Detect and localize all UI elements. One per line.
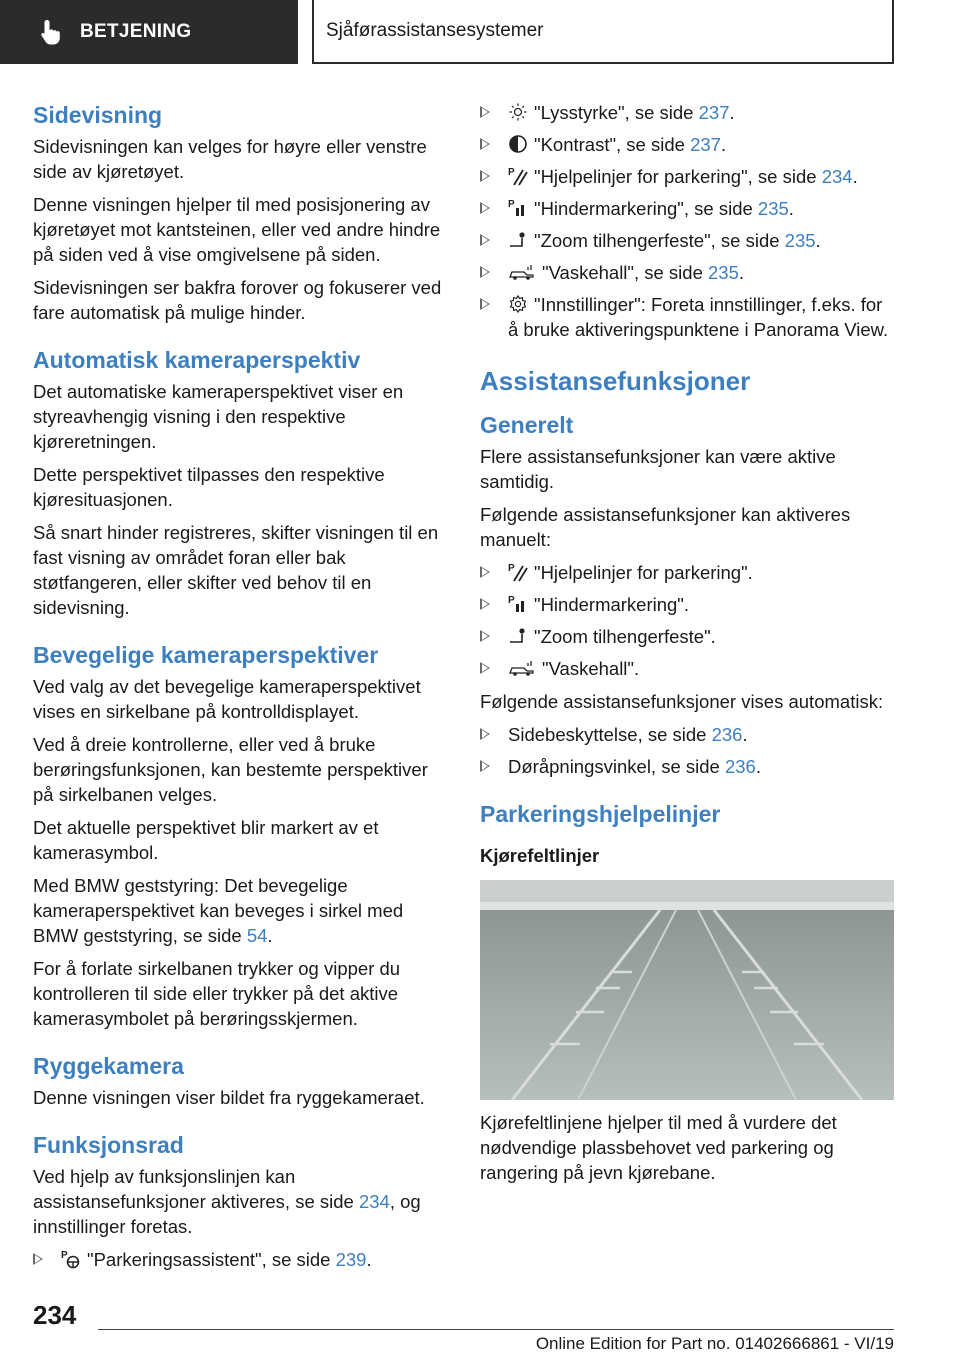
section-sidevisning [33,100,449,325]
section-bevegelige [33,640,449,1031]
page-link-237[interactable]: 237 [690,134,721,155]
left-column [33,100,449,1292]
section-tab-label: BETJENING [80,21,192,42]
chapter-title-text: Sjåførassistansesystemer [326,20,544,41]
bullet-triangle-icon [480,566,490,578]
heading-parkeringshjelpelinjer: Parkeringshjelpelinjer [480,801,721,827]
parking-lines-icon [508,562,528,582]
page-number: 234 [33,1300,77,1330]
bullet-triangle-icon [480,728,490,740]
list-item [480,100,896,125]
bullet-triangle-icon [33,1253,43,1265]
heading-automatisk: Automatisk kameraperspektiv [33,347,361,373]
section-funksjonsrad [33,1130,449,1272]
page-link-54[interactable]: 54 [246,925,268,946]
right-column [480,100,896,1193]
text: Ved hjelp av funksjonslinjen kan assistansefunksjoner aktiveres, se side [33,1166,359,1212]
list-item [480,260,896,285]
section-automatisk [33,345,449,620]
heading-ryggekamera: Ryggekamera [33,1053,184,1079]
text: . [720,134,727,155]
list-item [480,754,896,779]
bullet-triangle-icon [480,760,490,772]
list-item [480,196,896,221]
bullet-triangle-icon [480,662,490,674]
text: . [366,1249,372,1270]
footer-divider [98,1329,894,1330]
list-item [480,228,896,253]
text: . [852,166,858,187]
section-tab-betjening [0,0,298,64]
text: "Vaskehall". [542,658,640,679]
settings-gear-icon [508,294,528,314]
page-link-234[interactable]: 234 [358,1191,390,1212]
bullet-triangle-icon [480,234,490,246]
paragraph: Flere assistansefunksjoner kan være aktive samtidig. [480,446,836,492]
bullet-triangle-icon [480,298,490,310]
trailer-hitch-icon [508,230,528,250]
brightness-icon [508,102,528,122]
list-item [480,722,896,747]
page-link-236[interactable]: 236 [724,756,756,777]
heading-bevegelige: Bevegelige kameraperspektiver [33,642,379,668]
paragraph: Så snart hinder registreres, skifter visningen til en fast visning av området foran eller bak støtfangeren, eller skifter ved behov til en sidevisning. [33,522,439,618]
subheading-kjorefeltlinjer: Kjørefeltlinjer [480,845,600,866]
paragraph: Ved å dreie kontrollerne, eller ved å bruke berøringsfunksjonen, kan bestemte perspektiver på sirkelbanen velges. [33,734,428,805]
contrast-icon [508,134,528,154]
heading-sidevisning: Sidevisning [33,102,163,128]
text: . [742,724,748,745]
paragraph: Det automatiske kameraperspektivet viser en styreavhengig visning i den respektive kjøreretningen. [33,381,404,452]
page-link-235[interactable]: 235 [708,262,739,283]
text: "Lysstyrke", se side [534,102,699,123]
text: "Kontrast", se side [534,134,691,155]
text: "Hjelpelinjer for parkering", se side [534,166,822,187]
paragraph: Sidevisningen kan velges for høyre eller venstre side av kjøretøyet. [33,136,427,182]
list-item [480,624,896,649]
function-list [33,1247,449,1272]
manual-functions-list [480,560,896,681]
svg-text:P: P [508,199,515,210]
section-generelt [480,410,896,779]
text: . [815,230,821,251]
page-link-235[interactable]: 235 [784,230,816,251]
bullet-triangle-icon [480,266,490,278]
text: "Vaskehall", se side [542,262,709,283]
chapter-title [312,0,894,64]
text: . [755,756,761,777]
list-item [480,656,896,681]
trailer-hitch-icon [508,626,528,646]
bullet-triangle-icon [480,630,490,642]
text: . [267,925,273,946]
paragraph: Denne visningen hjelper til med posisjonering av kjøretøyet mot kantsteinen, eller ved andre hindre på siden ved å vise omgivelsene på siden. [33,194,441,265]
text: "Hjelpelinjer for parkering". [534,562,753,583]
bullet-triangle-icon [480,170,490,182]
text: , og innstillinger foretas. [33,1191,421,1237]
page-link-236[interactable]: 236 [711,724,743,745]
svg-text:P: P [61,1250,68,1261]
parking-lines-icon [508,166,528,186]
text: "Hindermarkering". [534,594,690,615]
paragraph: Denne visningen viser bildet fra ryggekameraet. [33,1087,425,1108]
paragraph [33,1164,449,1239]
text: . [738,262,745,283]
list-item [480,164,896,189]
car-wash-icon [508,262,536,282]
text: Sidebeskyttelse, se side [508,724,712,745]
lane-lines-illustration [480,880,894,1100]
bullet-triangle-icon [480,598,490,610]
automatic-functions-list [480,722,896,779]
bullet-triangle-icon [480,138,490,150]
list-item [480,592,896,617]
list-item [480,292,896,342]
text: "Hindermarkering", se side [534,198,758,219]
paragraph: Følgende assistansefunksjoner kan aktiveres manuelt: [480,504,851,550]
page-link-237[interactable]: 237 [698,102,730,123]
list-item [480,560,896,585]
text: . [729,102,735,123]
paragraph: Dette perspektivet tilpasses den respektive kjøresituasjonen. [33,464,385,510]
paragraph [33,873,449,948]
text: "Zoom tilhengerfeste". [534,626,716,647]
heading-assistansefunksjoner: Assistansefunksjoner [480,366,751,396]
list-item [480,132,896,157]
text: Med BMW geststyring: Det bevegelige kameraperspektivet kan beveges i sirkel med BMW geststyring, se side [33,875,404,946]
parking-assistant-icon [61,1249,81,1269]
section-parkeringshjelpelinjer [480,799,896,1185]
svg-text:P: P [508,563,515,574]
paragraph: Kjørefeltlinjene hjelper til med å vurdere det nødvendige plassbehovet ved parkering og rangering på jevn kjørebane. [480,1112,837,1183]
text: "Innstillinger": Foreta innstillinger, f.eks. for å bruke aktiveringspunktene i Panorama View. [508,294,889,340]
text: "Zoom tilhengerfeste", se side [534,230,785,251]
obstacle-marking-icon [508,198,528,218]
page-link-234[interactable]: 234 [821,166,853,187]
svg-text:P: P [508,595,515,606]
paragraph: Følgende assistansefunksjoner vises automatisk: [480,691,884,712]
paragraph: Ved valg av det bevegelige kameraperspektivet vises en sirkelbane på kontrolldisplayet. [33,676,421,722]
page-link-235[interactable]: 235 [757,198,789,219]
paragraph: For å forlate sirkelbanen trykker og vipper du kontrolleren til side eller trykker på det aktive kamerasymbolet på berøringsskjermen. [33,958,401,1029]
obstacle-marking-icon [508,594,528,614]
footer-edition: Online Edition for Part no. 01402666861 - VI/19 [535,1334,894,1353]
bullet-triangle-icon [480,202,490,214]
page-link-239[interactable]: 239 [335,1249,367,1270]
bullet-triangle-icon [480,106,490,118]
page-header [0,0,960,66]
paragraph: Sidevisningen ser bakfra forover og fokuserer ved fare automatisk på mulige hinder. [33,277,442,323]
text: . [788,198,794,219]
car-wash-icon [508,658,536,678]
section-ryggekamera [33,1051,449,1110]
camera-settings-list [480,100,896,342]
text: Døråpningsvinkel, se side [508,756,725,777]
text: "Parkeringsassistent", se side [87,1249,336,1270]
heading-generelt: Generelt [480,412,574,438]
heading-funksjonsrad: Funksjonsrad [33,1132,184,1158]
svg-text:P: P [508,167,515,178]
paragraph: Det aktuelle perspektivet blir markert av et kamerasymbol. [33,817,379,863]
list-item [33,1247,449,1272]
hand-pointer-icon [36,17,66,47]
